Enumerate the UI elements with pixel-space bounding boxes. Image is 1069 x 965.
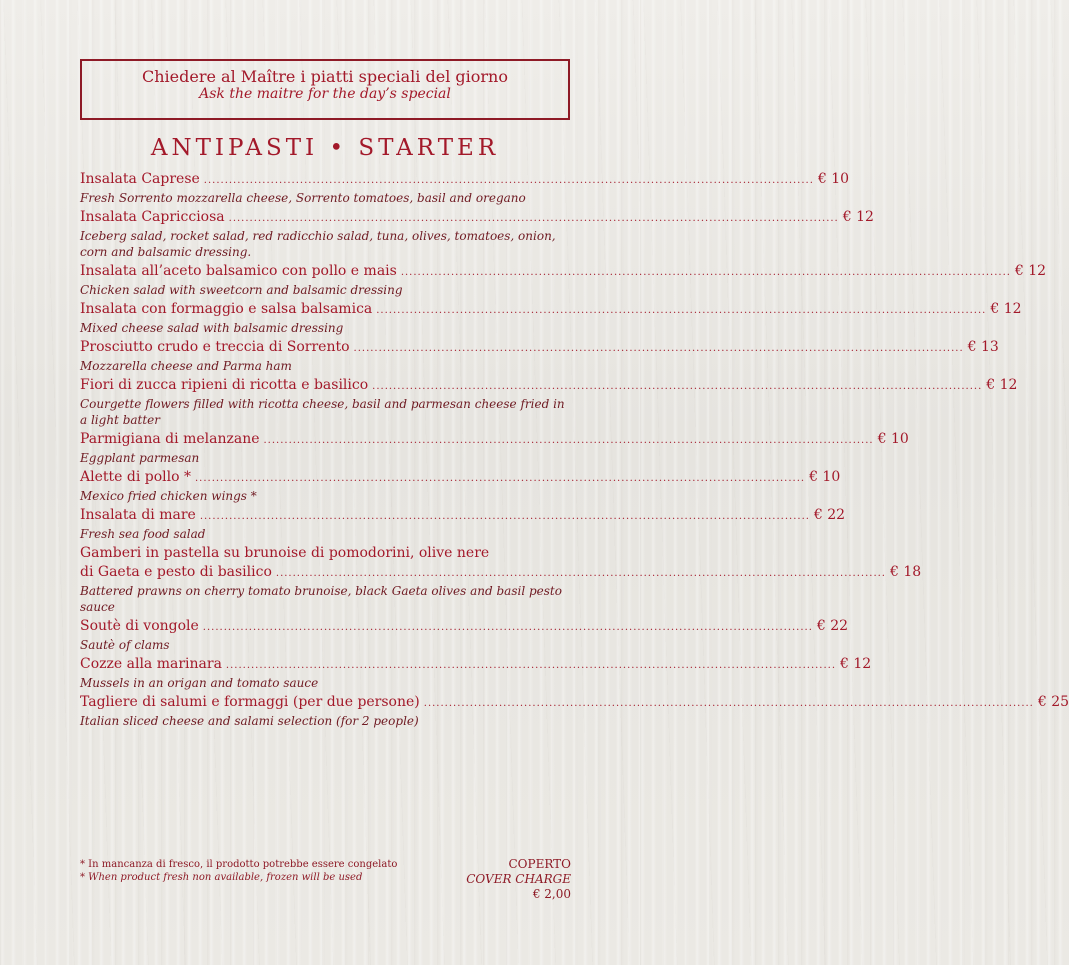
item-price: € 10	[817, 171, 850, 187]
cover-charge-label-english: COVER CHARGE	[466, 872, 571, 886]
item-name: Cozze alla marinara	[80, 656, 222, 672]
item-description: Italian sliced cheese and salami selection (for 2 people)	[80, 714, 419, 728]
item-description: Iceberg salad, rocket salad, red radicchio salad, tuna, olives, tomatoes, onion, corn and balsamic dressing.	[80, 229, 556, 259]
dot-leader: ..................................................................................................................................................	[372, 381, 983, 392]
menu-item	[80, 655, 872, 691]
item-description: Fresh sea food salad	[80, 527, 206, 541]
menu-item	[80, 468, 841, 504]
item-price: € 25	[1037, 694, 1069, 710]
daily-special-box	[80, 59, 570, 120]
footnote-italian: * In mancanza di fresco, il prodotto potrebbe essere congelato	[80, 859, 398, 870]
item-name: Insalata Capricciosa	[80, 209, 225, 225]
menu-item	[80, 208, 874, 260]
dot-leader: ..................................................................................................................................................	[275, 568, 886, 579]
dot-leader: ..................................................................................................................................................	[228, 213, 839, 224]
item-description: Mussels in an origan and tomato sauce	[80, 676, 319, 690]
footnote-english: * When product fresh non available, frozen will be used	[80, 872, 363, 883]
item-name: Fiori di zucca ripieni di ricotta e basilico	[80, 377, 369, 393]
dot-leader: ..................................................................................................................................................	[203, 175, 814, 186]
item-name: Insalata con formaggio e salsa balsamica	[80, 301, 373, 317]
dot-leader: ..................................................................................................................................................	[225, 660, 837, 671]
cover-charge-label-italian: COPERTO	[508, 857, 571, 871]
dot-leader: ..................................................................................................................................................	[376, 305, 987, 316]
item-name: Insalata all’aceto balsamico con pollo e mais	[80, 263, 397, 279]
menu-item	[80, 430, 909, 466]
item-description: Mixed cheese salad with balsamic dressing	[80, 321, 344, 335]
menu-item	[80, 376, 1018, 428]
menu-item	[80, 262, 1047, 298]
item-name: Prosciutto crudo e treccia di Sorrento	[80, 339, 350, 355]
item-price: € 10	[877, 431, 909, 447]
dot-leader: ..................................................................................................................................................	[400, 267, 1011, 278]
dot-leader: ..................................................................................................................................................	[199, 511, 810, 522]
dot-leader: ..................................................................................................................................................	[353, 343, 964, 354]
menu-item	[80, 544, 922, 615]
menu-item	[80, 338, 999, 374]
menu-item	[80, 693, 1069, 729]
item-price: € 12	[1014, 263, 1047, 279]
item-name	[80, 693, 420, 712]
item-name-main: Tagliere di salumi e formaggi	[80, 694, 289, 710]
dot-leader: ..................................................................................................................................................	[263, 435, 874, 446]
item-price: € 12	[986, 377, 1018, 393]
item-description: Fresh Sorrento mozzarella cheese, Sorrento tomatoes, basil and oregano	[80, 191, 526, 205]
menu-item	[80, 300, 1022, 336]
item-name-first-line: Gamberi in pastella su brunoise di pomodorini, olive nere	[80, 545, 490, 561]
item-description: Chicken salad with sweetcorn and balsamic dressing	[80, 283, 403, 297]
item-price: € 13	[967, 339, 999, 355]
item-price: € 22	[813, 507, 846, 523]
item-description: Mozzarella cheese and Parma ham	[80, 359, 292, 373]
item-description: Courgette flowers filled with ricotta cheese, basil and parmesan cheese fried in a light batter	[80, 397, 565, 427]
menu-items-list	[80, 170, 1069, 731]
item-price: € 12	[840, 656, 872, 672]
item-description: Eggplant parmesan	[80, 451, 200, 465]
item-description: Battered prawns on cherry tomato brunoise, black Gaeta olives and basil pesto sauce	[80, 584, 562, 614]
item-description: Sautè of clams	[80, 638, 170, 652]
menu-item	[80, 617, 849, 653]
item-price: € 12	[842, 209, 874, 225]
daily-special-english: Ask the maitre for the day’s special	[199, 86, 451, 102]
item-name: Alette di pollo *	[80, 469, 191, 485]
menu-item	[80, 506, 846, 542]
item-price: € 12	[990, 301, 1022, 317]
item-name: Insalata di mare	[80, 507, 196, 523]
section-title: ANTIPASTI • STARTER	[150, 135, 500, 161]
cover-charge-price: € 2,00	[532, 887, 571, 901]
dot-leader: ..................................................................................................................................................	[202, 622, 813, 633]
item-name: Soutè di vongole	[80, 618, 199, 634]
menu-item	[80, 170, 850, 206]
footnotes	[80, 858, 420, 884]
item-name-note: (per due persone)	[288, 694, 420, 710]
item-name: Insalata Caprese	[80, 171, 200, 187]
cover-charge	[450, 857, 571, 902]
item-price: € 10	[809, 469, 841, 485]
item-price: € 18	[889, 564, 922, 580]
item-description: Mexico fried chicken wings *	[80, 489, 257, 503]
item-name: di Gaeta e pesto di basilico	[80, 564, 272, 580]
dot-leader: ..................................................................................................................................................	[194, 473, 806, 484]
daily-special-italian: Chiedere al Maître i piatti speciali del giorno	[142, 67, 508, 86]
item-price: € 22	[816, 618, 849, 634]
item-name: Parmigiana di melanzane	[80, 431, 260, 447]
dot-leader: ..................................................................................................................................................	[423, 698, 1034, 709]
